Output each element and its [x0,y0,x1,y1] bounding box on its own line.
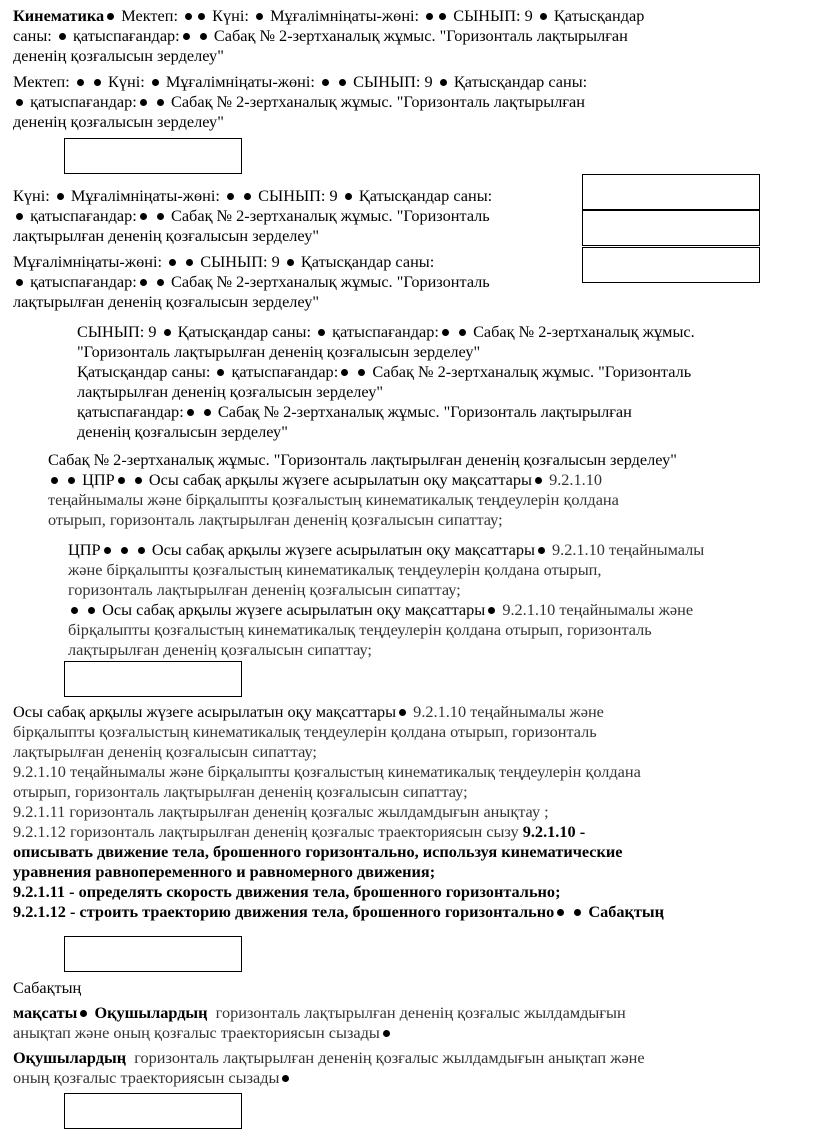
bullet-icon [169,259,176,266]
present-count-label: Қатысқандар саны: [77,362,211,381]
bullet-icon [135,477,142,484]
bullet-icon [217,369,224,376]
class-label: СЫНЫП: 9 [353,72,433,91]
absent-label: қатыспағандар: [77,402,184,421]
teacher-label: Мұғалімніңаты-жөні: [13,252,162,271]
doc-title: Кинематика [13,6,105,25]
objective-text: 9.2.1.10 теңайнымалы және бірқалыпты қозғалыстың кинематикалық теңдеулерін қолдана [13,762,641,781]
bullet-icon [187,409,194,416]
absent-label: қатыспағандар: [72,26,180,45]
objectives-heading: Осы сабақ арқылы жүзеге асырылатын оқу мақсаттары [148,470,532,489]
bullet-icon [157,213,164,220]
bullet-icon [104,547,111,554]
objective-text-ru: уравнения равнопеременного и равномерного движения; [13,862,436,881]
bullet-icon [186,259,193,266]
bullet-icon [118,477,125,484]
lesson-title-cont: лақтырылған дененің қозғалысын зерделеу" [77,382,384,401]
lesson-title: Сабақ № 2-зертханалық жұмыс. [473,322,695,341]
objective-text-ru: описывать движение тела, брошенного горизонтально, используя кинематические [13,842,623,861]
class-label: СЫНЫП: 9 [453,6,533,25]
objective-text: лақтырылған дененің қозғалысын сипаттау; [68,640,372,659]
bullet-icon [16,99,23,106]
bullet-icon [439,13,446,20]
header-block-4 [13,252,573,312]
objective-text: лақтырылған дененің қозғалысын сипаттау; [13,742,317,761]
class-label: СЫНЫП: 9 [77,322,157,341]
bullet-icon [185,13,192,20]
bullet-icon [399,709,406,716]
objective-text: теңайнымалы және бірқалыпты қозғалыстың кинематикалық теңдеулерін қолдана [48,490,619,509]
bullet-icon [80,1010,87,1017]
bullet-icon [57,193,64,200]
bullet-icon [183,33,190,40]
cpr-label: ЦПР [68,540,101,559]
objective-text: және бірқалыпты қозғалыстың кинематикалық теңдеулерін қолдана отырып, [68,560,602,579]
lesson-goal-label: Сабақтың [13,978,82,997]
lesson-goal-block [13,978,803,998]
lesson-goal-block-2 [13,1003,803,1043]
bullet-icon [322,79,329,86]
lesson-title: Сабақ № 2-зертханалық жұмыс. "Горизонталь лақтырылған [170,92,585,111]
lesson-title-cont: дененің қозғалысын зерделеу" [13,112,224,131]
absent-label: қатыспағандар: [231,362,339,381]
bullet-icon [383,1030,390,1037]
teacher-label: Мұғалімніңаты-жөні: [70,186,220,205]
objective-text: бірқалыпты қозғалыстың кинематикалық теңдеулерін қолдана отырып, горизонталь [13,722,597,741]
objective-text-ru: 9.2.1.11 - определять скорость движения тела, брошенного горизонтально; [13,882,561,901]
empty-frame [582,174,760,210]
empty-frame [64,138,242,174]
students-label: Оқушылардың [94,1003,208,1022]
objectives-block-2 [68,540,808,660]
header-block-1 [13,6,803,66]
bullet-icon [538,547,545,554]
empty-frame [64,936,242,972]
empty-frame [582,210,760,246]
bullet-icon [426,13,433,20]
bullet-icon [107,13,114,20]
lesson-title: Сабақ № 2-зертханалық жұмыс. "Горизонталь лақтырылған [217,402,632,421]
bullet-icon [204,409,211,416]
lesson-title: Сабақ № 2-зертханалық жұмыс. "Горизонталь лақтырылған [213,26,628,45]
lesson-title-cont: "Горизонталь лақтырылған дененің қозғалысын зерделеу" [77,342,481,361]
present-count-label: Қатысқандар саны: [453,72,588,91]
bullet-icon [121,547,128,554]
lesson-goal-block-3 [13,1048,803,1088]
bullet-icon [51,477,58,484]
bullet-icon [77,79,84,86]
absent-label: қатыспағандар: [30,92,137,111]
bullet-icon [282,1075,289,1082]
absent-label: қатыспағандар: [30,272,137,291]
bullet-icon [339,79,346,86]
objectives-block-1 [48,450,808,530]
school-label: Мектеп: [13,72,70,91]
bullet-icon [140,99,147,106]
bullet-icon [345,193,352,200]
students-label: Оқушылардың [13,1048,127,1067]
bullet-icon [244,193,251,200]
goal-text: горизонталь лақтырылған дененің қозғалыс жылдамдығын [215,1003,626,1022]
lesson-goal-label: Сабақтың [588,902,665,921]
goal-text: горизонталь лақтырылған дененің қозғалыс жылдамдығын анықтап және [134,1048,645,1067]
lesson-title-cont: лақтырылған дененің қозғалысын зерделеу" [13,226,320,245]
objective-text: бірқалыпты қозғалыстың кинематикалық теңдеулерін қолдана отырып, горизонталь [68,620,652,639]
empty-frame [64,1093,242,1129]
present-count-label: Қатысқандар саны: [177,322,312,341]
bullet-icon [140,279,147,286]
objectives-heading: Осы сабақ арқылы жүзеге асырылатын оқу мақсаттары [102,600,486,619]
class-label: СЫНЫП: 9 [200,252,280,271]
objective-code: 9.2.1.10 теңайнымалы [551,540,705,559]
header-block-5 [77,322,807,442]
bullet-icon [574,909,581,916]
bullet-icon [152,79,159,86]
objective-code-ru: 9.2.1.10 - [522,822,586,841]
bullet-icon [140,213,147,220]
bullet-icon [227,193,234,200]
header-block-2 [13,72,803,132]
absent-label: қатыспағандар: [332,322,439,341]
bullet-icon [535,477,542,484]
goal-text: анықтап және оның қозғалыс траекториясын сызады [13,1023,380,1042]
lesson-title: Сабақ № 2-зертханалық жұмыс. "Горизонталь [170,206,490,225]
objectives-block-3 [13,702,803,922]
bullet-icon [200,33,207,40]
bullet-icon [94,79,101,86]
bullet-icon [164,329,171,336]
bullet-icon [71,607,78,614]
objective-code: 9.2.1.10 теңайнымалы және [502,600,694,619]
objective-text: 9.2.1.12 горизонталь лақтырылған дененің қозғалыс траекториясын сызу [13,822,519,841]
bullet-icon [16,279,23,286]
bullet-icon [157,279,164,286]
bullet-icon [442,329,449,336]
objectives-heading: Осы сабақ арқылы жүзеге асырылатын оқу мақсаттары [13,702,397,721]
objective-code: 9.2.1.10 [549,470,602,489]
objective-text: 9.2.1.11 горизонталь лақтырылған дененің қозғалыс жылдамдығын анықтау ; [13,802,549,821]
bullet-icon [157,99,164,106]
present-count-label: Қатысқандар саны: [300,252,435,271]
bullet-icon [459,329,466,336]
absent-label: қатыспағандар: [30,206,137,225]
teacher-label: Мұғалімніңаты-жөні: [165,72,315,91]
bullet-icon [540,13,547,20]
objective-text: горизонталь лақтырылған дененің қозғалысын сипаттау; [68,580,461,599]
bullet-icon [358,369,365,376]
objective-text-ru: 9.2.1.12 - строить траекторию движения тела, брошенного горизонтально [13,902,555,921]
class-label: СЫНЫП: 9 [258,186,338,205]
objective-code: 9.2.1.10 теңайнымалы және [413,702,604,721]
lesson-title-cont: дененің қозғалысын зерделеу" [13,46,224,65]
lesson-title: Сабақ № 2-зертханалық жұмыс. "Горизонталь лақтырылған дененің қозғалысын зерделеу" [48,450,677,469]
lesson-title-cont: дененің қозғалысын зерделеу" [77,422,288,441]
empty-frame [64,661,242,697]
objectives-heading: Осы сабақ арқылы жүзеге асырылатын оқу мақсаттары [151,540,535,559]
lesson-title: Сабақ № 2-зертханалық жұмыс. "Горизонталь [372,362,692,381]
present-count-label: Қатысқандар саны: [358,186,493,205]
empty-frame [582,247,760,283]
day-label: Күні: [13,186,50,205]
bullet-icon [287,259,294,266]
cpr-label: ЦПР [82,470,115,489]
bullet-icon [488,607,495,614]
bullet-icon [318,329,325,336]
lesson-title: Сабақ № 2-зертханалық жұмыс. "Горизонталь [170,272,490,291]
bullet-icon [341,369,348,376]
school-label: Мектеп: [121,6,178,25]
objective-text: отырып, горизонталь лақтырылған дененің қозғалысын сипаттау; [48,510,503,529]
bullet-icon [138,547,145,554]
bullet-icon [440,79,447,86]
present-label: Қатысқандар [553,6,645,25]
bullet-icon [557,909,564,916]
count-label: саны: [13,26,52,45]
bullet-icon [88,607,95,614]
bullet-icon [256,13,263,20]
day-label: Күні: [108,72,145,91]
goal-label: мақсаты [13,1003,78,1022]
bullet-icon [16,213,23,220]
objective-text: отырып, горизонталь лақтырылған дененің қозғалысын сипаттау; [13,782,468,801]
header-block-3 [13,186,573,246]
teacher-label: Мұғалімніңаты-жөні: [270,6,420,25]
bullet-icon [59,33,66,40]
day-label: Күні: [212,6,249,25]
lesson-title-cont: лақтырылған дененің қозғалысын зерделеу" [13,292,320,311]
goal-text: оның қозғалыс траекториясын сызады [13,1068,280,1087]
bullet-icon [198,13,205,20]
bullet-icon [68,477,75,484]
